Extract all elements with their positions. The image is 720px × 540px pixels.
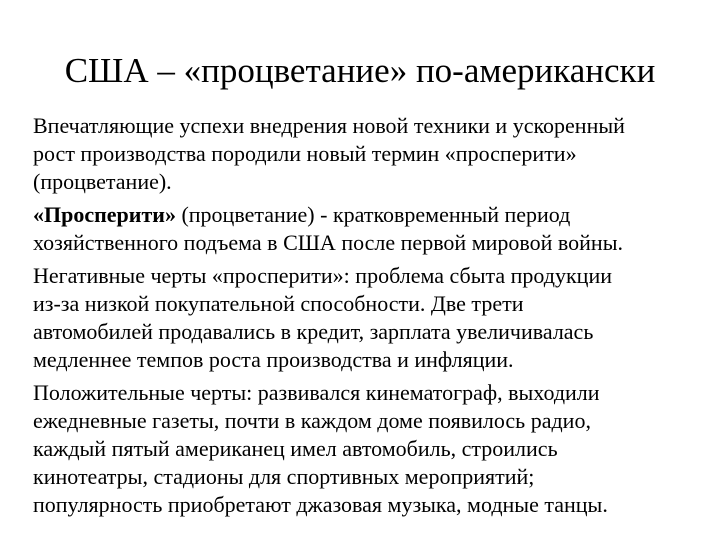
defined-term: «Просперити» bbox=[33, 202, 176, 227]
text-line: медленнее темпов роста производства и инфляции. bbox=[33, 347, 514, 372]
text-line: кинотеатры, стадионы для спортивных мероприятий; bbox=[33, 464, 535, 489]
text-line: (процветание). bbox=[33, 169, 172, 194]
text-line: Негативные черты «просперити»: проблема сбыта продукции bbox=[33, 263, 612, 288]
text-line: рост производства породили новый термин «просперити» bbox=[33, 141, 577, 166]
text-line: каждый пятый американец имел автомобиль, строились bbox=[33, 436, 558, 461]
paragraph-negative bbox=[33, 262, 703, 374]
paragraph-positive bbox=[33, 379, 703, 519]
paragraph-definition bbox=[33, 201, 703, 257]
definition-text: (процветание) - кратковременный период bbox=[175, 202, 571, 227]
slide-body bbox=[33, 112, 703, 524]
text-line: хозяйственного подъема в США после первой мировой войны. bbox=[33, 230, 623, 255]
slide-title: США – «процветание» по-американски bbox=[64, 51, 656, 90]
text-line: популярность приобретают джазовая музыка, модные танцы. bbox=[33, 492, 608, 517]
text-line: из-за низкой покупательной способности. Две трети bbox=[33, 291, 524, 316]
text-line: автомобилей продавались в кредит, зарплата увеличивалась bbox=[33, 319, 594, 344]
text-line: Впечатляющие успехи внедрения новой техники и ускоренный bbox=[33, 113, 625, 138]
text-line: Положительные черты: развивался кинематограф, выходили bbox=[33, 380, 600, 405]
text-line bbox=[33, 201, 703, 229]
paragraph-intro bbox=[33, 112, 703, 196]
text-line: ежедневные газеты, почти в каждом доме появилось радио, bbox=[33, 408, 591, 433]
